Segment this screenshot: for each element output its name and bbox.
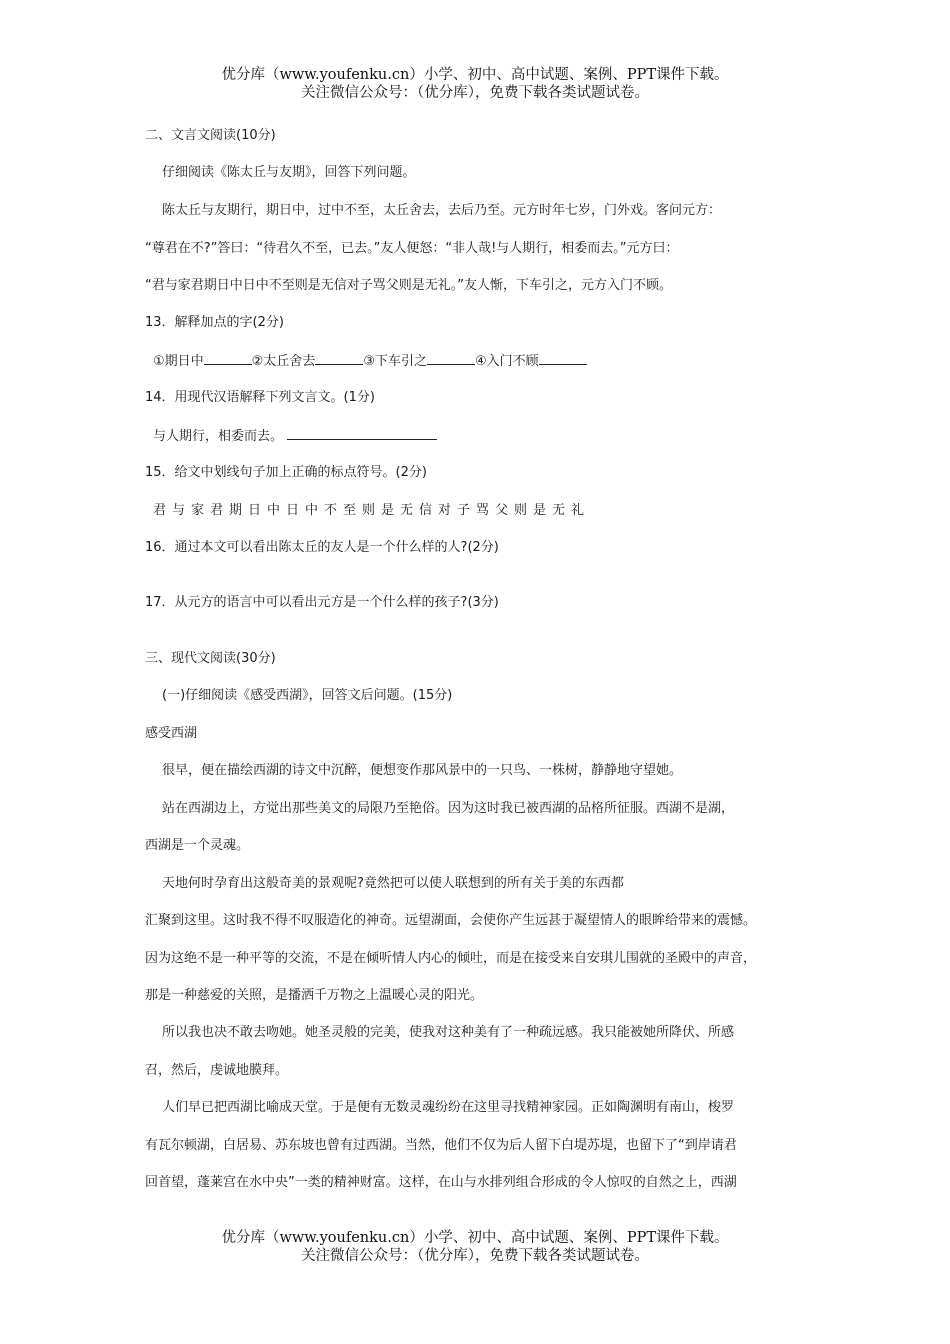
question-17: 17．从元方的语言中可以看出元方是一个什么样的孩子?(3分) xyxy=(145,595,499,610)
article-line-6: 因为这绝不是一种平等的交流，不是在倾听情人内心的倾吐，而是在接受来自安琪儿围就的圣殿中的声音， xyxy=(145,951,757,966)
passage-line-1: 陈太丘与友期行，期日中，过中不至，太丘舍去，去后乃至。元方时年七岁，门外戏。客问元方： xyxy=(162,203,722,218)
section2-instruction: 仔细阅读《陈太丘与友期》，回答下列问题。 xyxy=(162,165,416,180)
q13-item-2: ②太丘舍去 xyxy=(251,354,316,369)
article-line-11: 有瓦尔顿湖，白居易、苏东坡也曾有过西湖。当然，他们不仅为后人留下白堤苏堤，也留下了“到岸请君 xyxy=(145,1138,737,1153)
article-line-3: 西湖是一个灵魂。 xyxy=(145,838,250,853)
article-line-1: 很早，便在描绘西湖的诗文中沉醉，便想变作那风景中的一只鸟、一株树，静静地守望她。 xyxy=(162,763,683,778)
article-line-4: 天地何时孕育出这般奇美的景观呢?竟然把可以使人联想到的所有关于美的东西都 xyxy=(162,876,624,891)
answer-blank[interactable] xyxy=(204,352,252,365)
article-line-5: 汇聚到这里。这时我不得不叹服造化的神奇。远望湖面，会使你产生远甚于凝望情人的眼眸给带来的震憾。 xyxy=(145,913,757,928)
article-line-8: 所以我也决不敢去吻她。她圣灵般的完美，使我对这种美有了一种疏远感。我只能被她所降伏、所感 xyxy=(162,1025,735,1040)
answer-blank[interactable] xyxy=(287,427,437,440)
answer-blank[interactable] xyxy=(427,352,475,365)
article-line-2: 站在西湖边上，方觉出那些美文的局限乃至艳俗。因为这时我已被西湖的品格所征服。西湖不是湖， xyxy=(162,801,735,816)
question-15: 15．给文中划线句子加上正确的标点符号。(2分) xyxy=(145,465,427,480)
section3-title: 三、现代文阅读(30分) xyxy=(145,651,276,666)
q13-item-4: ④入门不顾 xyxy=(474,354,539,369)
passage-line-2: “尊君在不?”答曰：“待君久不至，已去。”友人便怒：“非人哉!与人期行，相委而去。”元方曰： xyxy=(145,241,679,256)
answer-blank[interactable] xyxy=(315,352,363,365)
question-13: 13．解释加点的字(2分) xyxy=(145,315,284,330)
section3-sub1: (一)仔细阅读《感受西湖》，回答文后问题。(15分) xyxy=(162,688,453,703)
passage-line-3: “君与家君期日中日中不至则是无信对子骂父则是无礼。”友人惭，下车引之，元方入门不顾。 xyxy=(145,278,672,293)
footer-line-1: 优分库（www.youfenku.cn）小学、初中、高中试题、案例、PPT课件下载。 xyxy=(221,1230,729,1246)
question-15-sentence: 君与家君期日中日中不至则是无信对子骂父则是无礼 xyxy=(153,503,591,518)
question-14: 14．用现代汉语解释下列文言文。(1分) xyxy=(145,390,375,405)
q14-sentence: 与人期行，相委而去。 xyxy=(153,429,284,444)
header-line-2: 关注微信公众号：（优分库），免费下载各类试题试卷。 xyxy=(301,85,649,101)
article-line-10: 人们早已把西湖比喻成天堂。于是便有无数灵魂纷纷在这里寻找精神家园。正如陶渊明有南山，梭罗 xyxy=(162,1100,735,1115)
q13-item-1: ①期日中 xyxy=(153,354,204,369)
page-header xyxy=(0,66,950,102)
page-footer xyxy=(0,1229,950,1265)
question-16: 16．通过本文可以看出陈太丘的友人是一个什么样的人?(2分) xyxy=(145,540,499,555)
question-13-items xyxy=(153,352,833,371)
article-line-7: 那是一种慈爱的关照，是播洒千万物之上温暖心灵的阳光。 xyxy=(145,988,484,1003)
answer-blank[interactable] xyxy=(539,352,587,365)
header-line-1: 优分库（www.youfenku.cn）小学、初中、高中试题、案例、PPT课件下载。 xyxy=(221,67,729,83)
section2-title: 二、文言文阅读(10分) xyxy=(145,128,276,143)
article-line-12: 回首望，蓬莱宫在水中央”一类的精神财富。这样，在山与水排列组合形成的令人惊叹的自然之上，西湖 xyxy=(145,1175,737,1190)
question-14-line xyxy=(153,427,833,446)
article-line-9: 召，然后，虔诚地膜拜。 xyxy=(145,1063,289,1078)
article-title: 感受西湖 xyxy=(145,726,198,741)
q13-item-3: ③下车引之 xyxy=(363,354,427,369)
footer-line-2: 关注微信公众号：（优分库），免费下载各类试题试卷。 xyxy=(301,1248,649,1264)
